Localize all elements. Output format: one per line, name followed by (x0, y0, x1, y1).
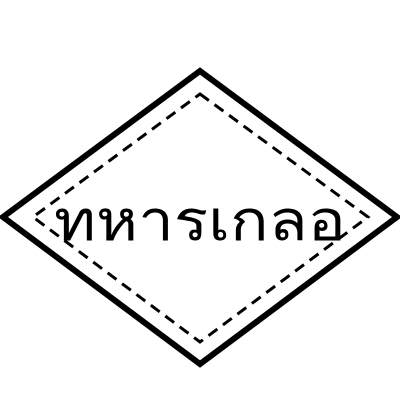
badge-label: ทหารเกลอ (54, 189, 346, 254)
